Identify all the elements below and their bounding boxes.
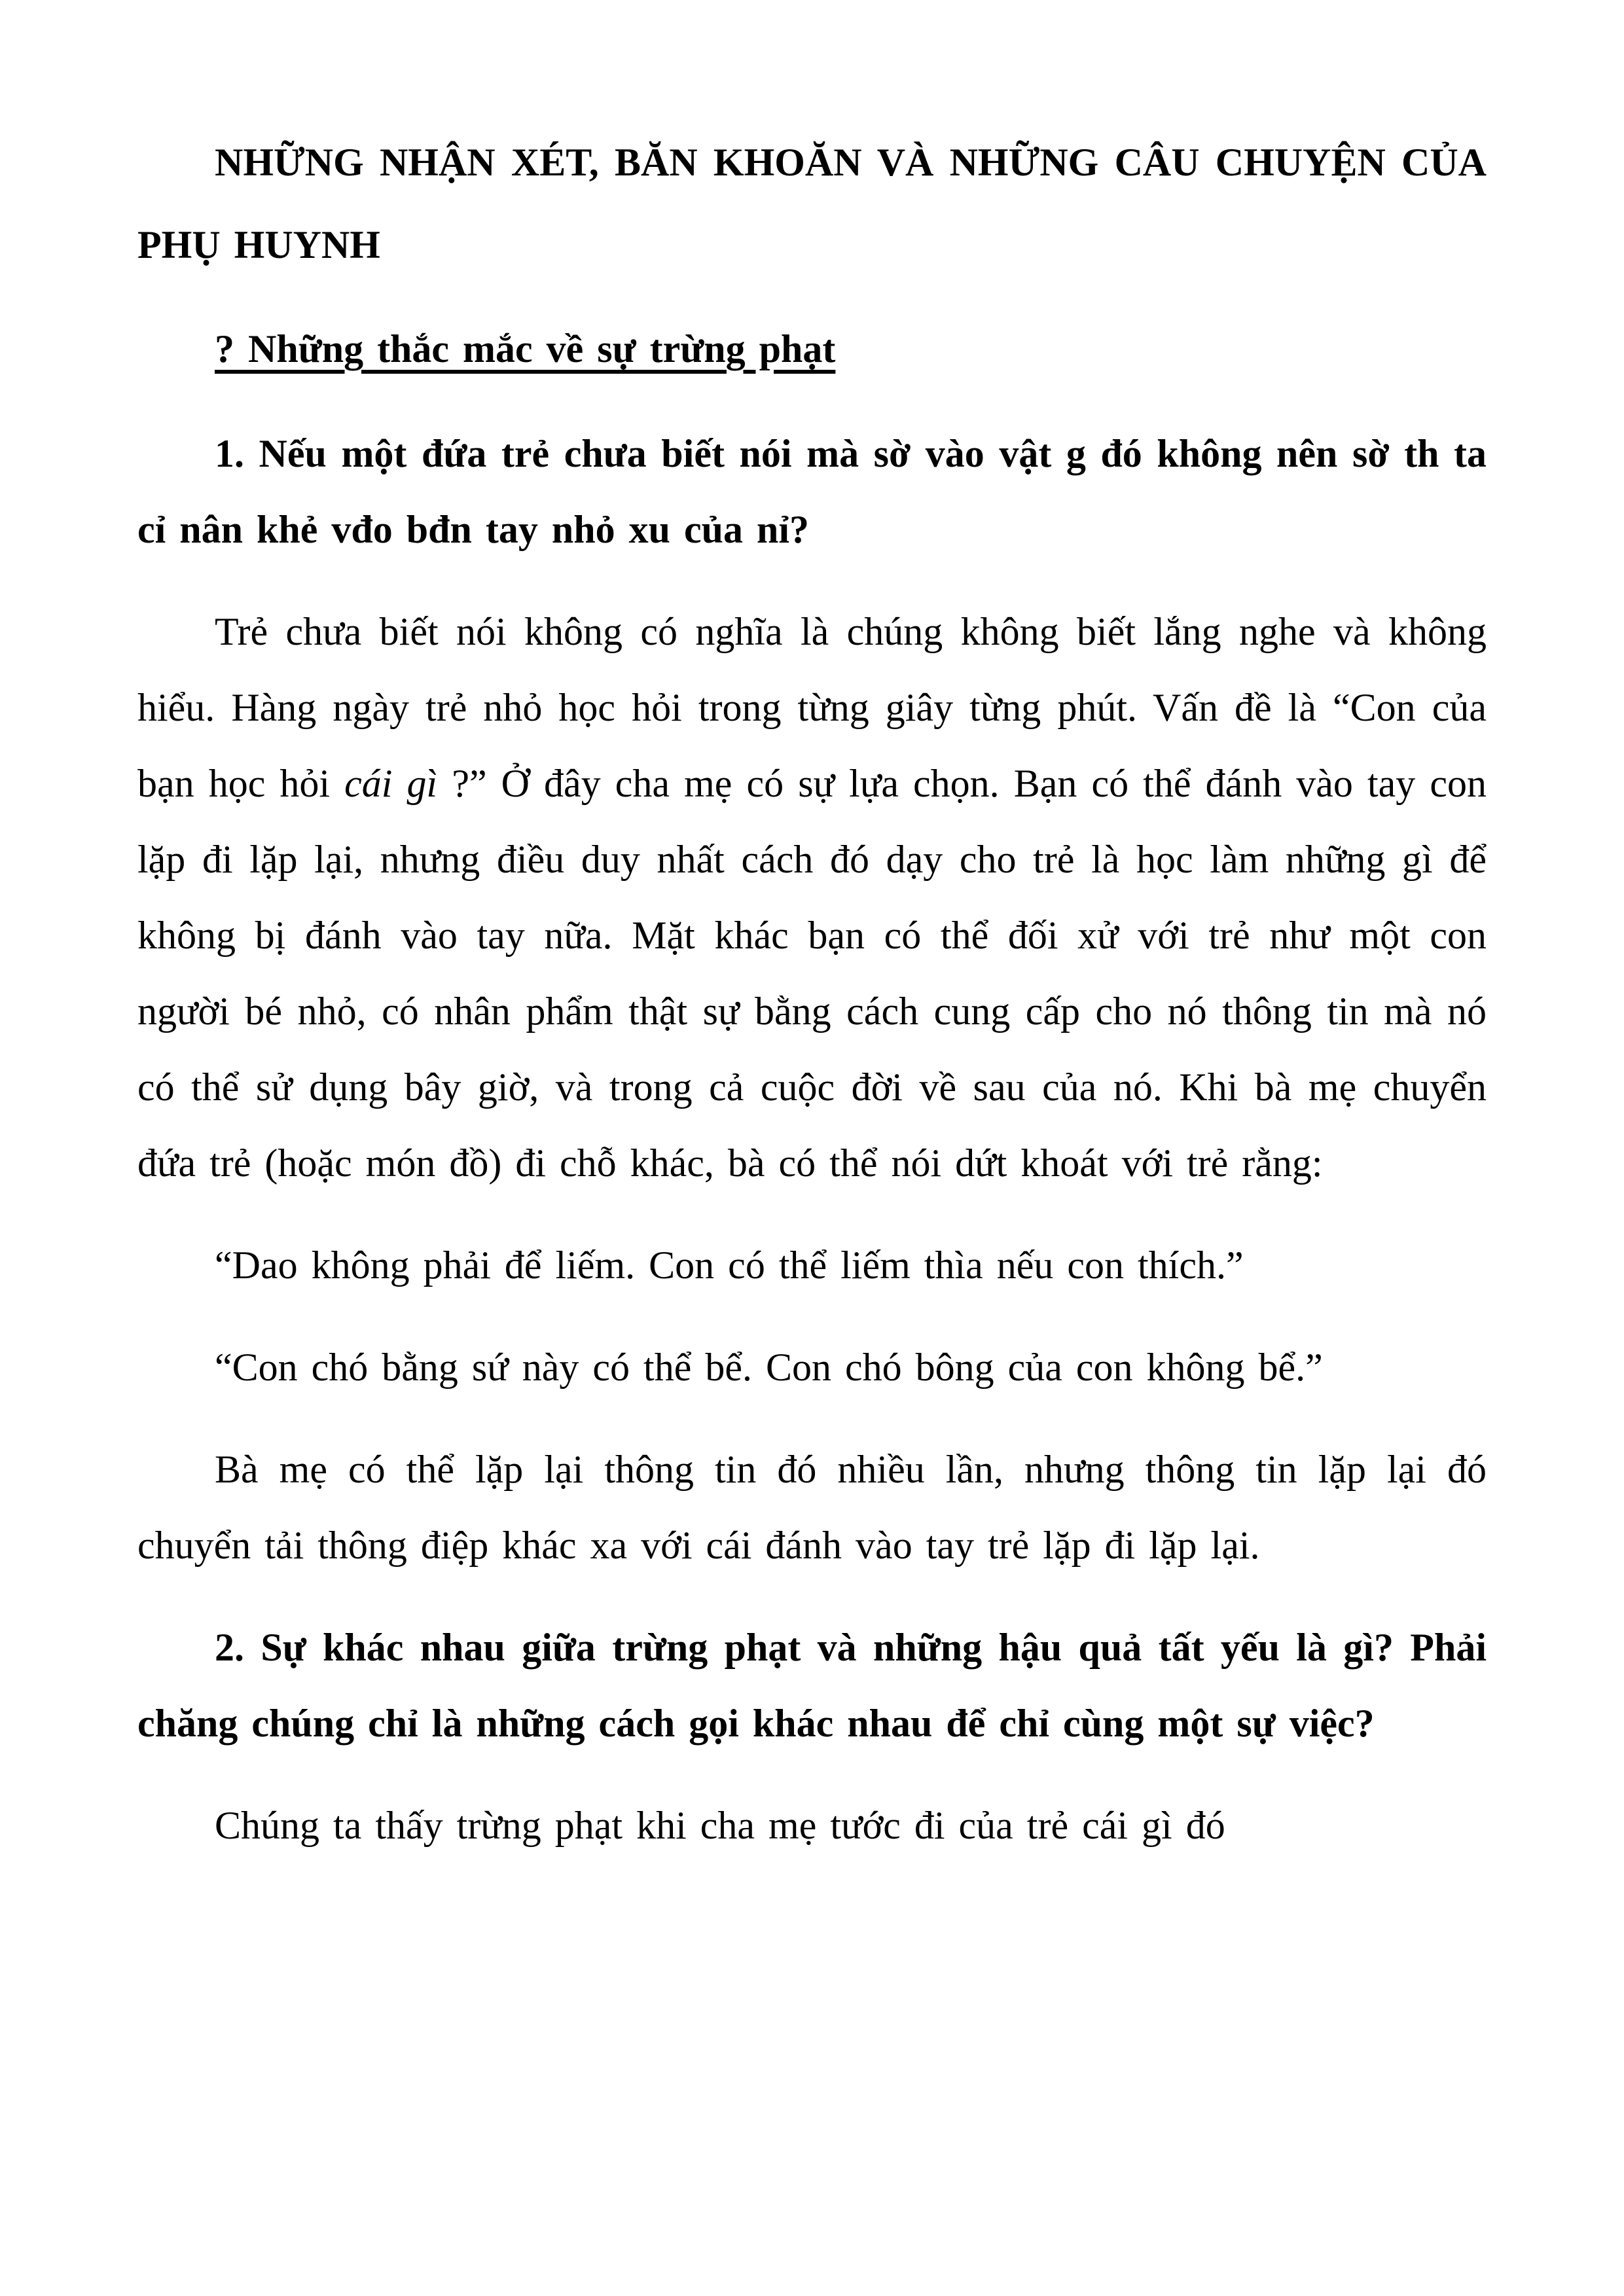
section-heading	[137, 311, 1487, 387]
document-title: NHỮNG NHẬN XÉT, BĂN KHOĂN VÀ NHỮNG CÂU CHUYỆN CỦA PHỤ HUYNH	[137, 141, 1487, 266]
answer-2-opening-paragraph: Chúng ta thấy trừng phạt khi cha mẹ tước đi của trẻ cái gì đó	[215, 1804, 1225, 1847]
section-heading-text: ? Những thắc mắc về sự trừng phạt	[215, 327, 836, 370]
question-2: 2. Sự khác nhau giữa trừng phạt và những hậu quả tất yếu là gì? Phải chăng chúng chỉ là những cách gọi khác nhau để chỉ cùng một sự việc?	[137, 1626, 1487, 1745]
answer-1-text-after-italic: ?” Ở đây cha mẹ có sự lựa chọn. Bạn có thể đánh vào tay con lặp đi lặp lại, nhưng điều duy nhất cách đó dạy cho trẻ là học làm những gì để không bị đánh vào tay nữa. Mặt khác bạn có thể đối xử với trẻ như một con người bé nhỏ, có nhân phẩm thật sự bằng cách cung cấp cho nó thông tin mà nó có thể sử dụng bây giờ, và trong cả cuộc đời về sau của nó. Khi bà mẹ chuyển đứa trẻ (hoặc món đồ) đi chỗ khác, bà có thể nói dứt khoát với trẻ rằng:	[137, 762, 1487, 1185]
question-1: 1. Nếu một đứa trẻ chưa biết nói mà sờ vào vật g đó không nên sờ th ta cỉ nân khẻ vđo bđn tay nhỏ xu của nỉ?	[137, 432, 1487, 551]
quote-dog-paragraph: “Con chó bằng sứ này có thể bể. Con chó bông của con không bể.”	[215, 1346, 1323, 1389]
quote-knife-paragraph: “Dao không phải để liếm. Con có thể liếm thìa nếu con thích.”	[215, 1244, 1244, 1287]
answer-1-paragraph	[137, 594, 1487, 1201]
answer-1-text-before-italic: Trẻ chưa biết nói không có nghĩa là chúng không biết lắng nghe và không hiểu. Hàng ngày trẻ nhỏ học hỏi trong từng giây từng phút. Vấn đề là “Con của bạn học hỏi	[137, 610, 1487, 805]
answer-1-continued-paragraph: Bà mẹ có thể lặp lại thông tin đó nhiều lần, nhưng thông tin lặp lại đó chuyển tải thông điệp khác xa với cái đánh vào tay trẻ lặp đi lặp lại.	[137, 1448, 1487, 1567]
answer-1-italic-phrase: cái gì	[344, 762, 438, 805]
